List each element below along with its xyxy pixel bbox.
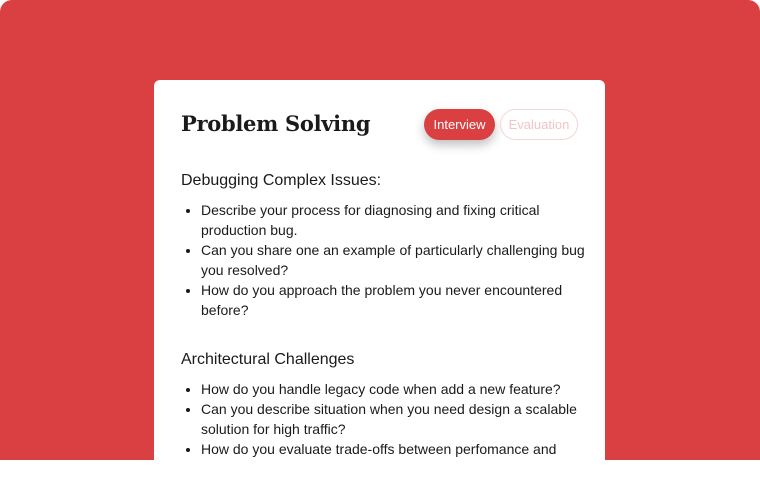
list-item: • How do you evaluate trade-offs between perfomance and [201, 439, 591, 459]
list-item: • Can you share one an example of particularly challenging bug you resolved? [201, 240, 591, 280]
card-title: Problem Solving [181, 111, 371, 136]
list-item: • Can you describe situation when you need design a scalable solution for high traffic? [201, 399, 591, 439]
question-list [181, 379, 591, 459]
tab-interview[interactable]: Interview [424, 109, 495, 140]
tab-evaluation[interactable]: Evaluation [500, 109, 578, 140]
section-heading: Debugging Complex Issues: [181, 172, 382, 189]
list-item: • How do you approach the problem you never encountered before? [201, 280, 591, 320]
list-item: • Describe your process for diagnosing and fixing critical production bug. [201, 200, 591, 240]
problem-solving-card [154, 80, 605, 480]
section-architecture [181, 349, 591, 459]
question-list [181, 200, 591, 320]
section-debugging [181, 170, 591, 320]
list-item: • How do you handle legacy code when add a new feature? [201, 379, 591, 399]
section-heading: Architectural Challenges [181, 351, 355, 368]
